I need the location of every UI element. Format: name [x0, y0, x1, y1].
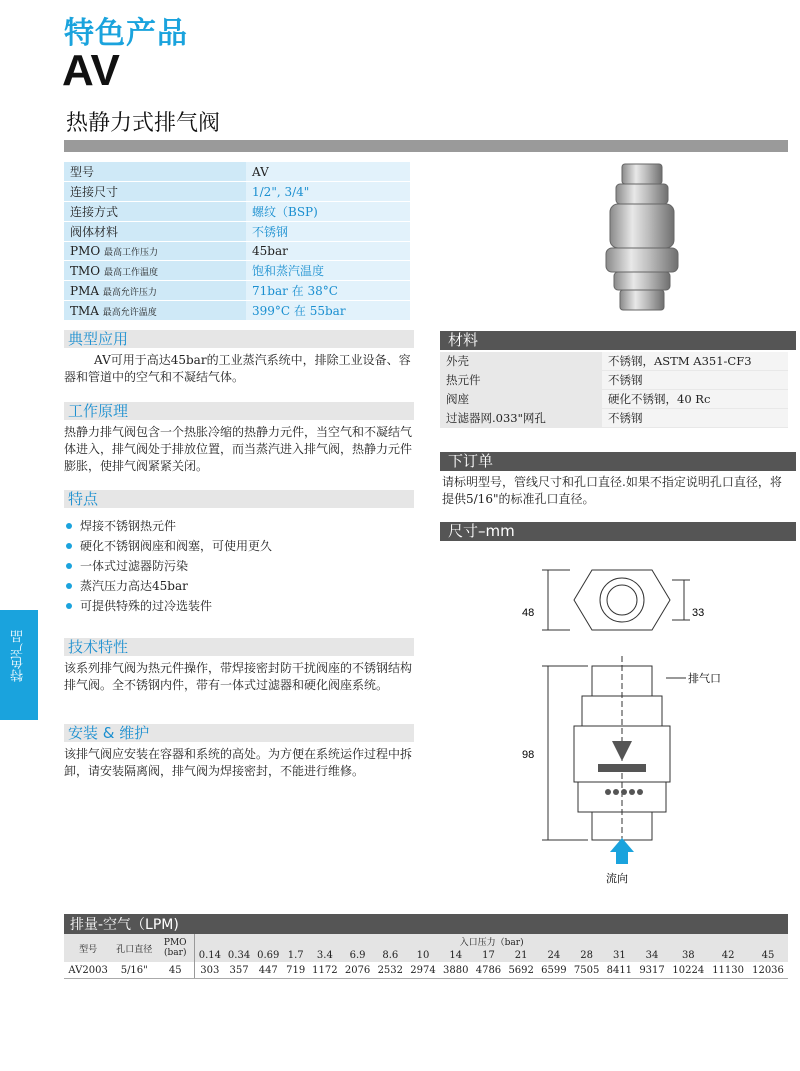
material-part: 过滤器网.033"网孔 — [440, 409, 602, 428]
spec-key-text: TMA — [70, 303, 99, 318]
flow-value: 2076 — [341, 962, 374, 979]
flow-direction-arrow — [610, 838, 634, 864]
install-heading: 安装 & 维护 — [64, 724, 414, 742]
header-divider — [64, 140, 788, 152]
spec-table — [64, 162, 410, 321]
pressure-header: 1.7 — [283, 948, 309, 962]
flow-value: 447 — [254, 962, 283, 979]
spec-row — [64, 261, 410, 281]
dim-48: 48 — [522, 607, 535, 619]
col-orifice: 孔口直径 — [112, 934, 156, 962]
flow-value: 8411 — [603, 962, 636, 979]
feature-item: 蒸汽压力高达45bar — [62, 576, 402, 596]
feature-item: 一体式过滤器防污染 — [62, 556, 402, 576]
product-subtitle: 热静力式排气阀 — [66, 111, 221, 136]
spec-row — [64, 182, 410, 202]
side-category-tab[interactable] — [0, 610, 38, 720]
pressure-header: 0.69 — [254, 948, 283, 962]
features-heading: 特点 — [64, 490, 414, 508]
flow-value: 2974 — [407, 962, 440, 979]
spec-value: 399°C 在 55bar — [246, 301, 410, 321]
spec-key-text: 阀体材料 — [70, 225, 119, 239]
spec-key-text: 连接尺寸 — [70, 185, 119, 199]
spec-key-text: 型号 — [70, 165, 95, 179]
spec-value: 45bar — [246, 242, 410, 261]
spec-key-text: TMO — [70, 263, 101, 278]
material-row — [440, 352, 788, 371]
material-value: 不锈钢，ASTM A351-CF3 — [602, 352, 788, 371]
flow-value: 2532 — [374, 962, 407, 979]
flow-pmo: 45 — [156, 962, 195, 979]
principle-heading: 工作原理 — [64, 402, 414, 420]
spec-row — [64, 301, 410, 321]
spec-value: 1/2", 3/4" — [246, 182, 410, 202]
pressure-header: 24 — [538, 948, 571, 962]
pressure-header: 0.14 — [195, 948, 225, 962]
spec-value: 71bar 在 38°C — [246, 281, 410, 301]
spec-value: AV — [246, 162, 410, 182]
spec-row — [64, 281, 410, 301]
application-heading: 典型应用 — [64, 330, 414, 348]
material-row — [440, 390, 788, 409]
feature-item: 硬化不锈钢阀座和阀塞，可使用更久 — [62, 536, 402, 556]
material-part: 热元件 — [440, 371, 602, 390]
flow-value: 719 — [283, 962, 309, 979]
spec-row — [64, 242, 410, 261]
pressure-header: 14 — [439, 948, 472, 962]
order-text: 请标明型号，管线尺寸和孔口直径.如果不指定说明孔口直径，将提供5/16"的标准孔口直径。 — [442, 475, 782, 506]
vent-label: 排气口 — [688, 672, 721, 685]
spec-key — [64, 261, 246, 281]
pressure-header: 42 — [708, 948, 748, 962]
pressure-header: 0.34 — [224, 948, 253, 962]
pressure-header: 21 — [505, 948, 538, 962]
application-text: AV可用于高达45bar的工业蒸汽系统中，排除工业设备、容器和管道中的空气和不凝结气体。 — [64, 353, 411, 384]
flow-value: 12036 — [748, 962, 788, 979]
pressure-header: 10 — [407, 948, 440, 962]
pressure-header: 17 — [472, 948, 505, 962]
category-title: 特色产品 — [64, 16, 188, 51]
spec-key-desc: 最高工作压力 — [104, 248, 159, 258]
flow-model: AV2003 — [64, 962, 112, 979]
spec-key-text: PMA — [70, 283, 100, 298]
dimension-drawing — [520, 556, 730, 896]
spec-key — [64, 301, 246, 321]
col-pmo: PMO (bar) — [156, 934, 195, 962]
flow-value: 9317 — [636, 962, 669, 979]
material-row — [440, 371, 788, 390]
principle-text: 热静力排气阀包含一个热胀冷缩的热静力元件，当空气和不凝结气体进入，排气阀处于排放位置，而当蒸汽进入排气阀，热静力元件膨胀，使排气阀紧紧关闭。 — [64, 425, 413, 473]
spec-value: 螺纹（BSP) — [246, 202, 410, 222]
flow-value: 3880 — [439, 962, 472, 979]
flow-value: 6599 — [538, 962, 571, 979]
spec-key — [64, 182, 246, 202]
spec-row — [64, 202, 410, 222]
pressure-header: 6.9 — [341, 948, 374, 962]
spec-key — [64, 222, 246, 242]
col-model: 型号 — [64, 934, 112, 962]
spec-key-text: PMO — [70, 244, 101, 258]
spec-key — [64, 281, 246, 301]
materials-table — [440, 352, 788, 428]
flow-table-title: 排量-空气（LPM) — [64, 914, 788, 934]
spec-key — [64, 242, 246, 261]
material-part: 阀座 — [440, 390, 602, 409]
pressure-header: 34 — [636, 948, 669, 962]
spec-value: 不锈钢 — [246, 222, 410, 242]
pressure-header: 28 — [570, 948, 603, 962]
order-heading: 下订单 — [440, 452, 796, 471]
material-value: 不锈钢 — [602, 409, 788, 428]
material-row — [440, 409, 788, 428]
flow-value: 5692 — [505, 962, 538, 979]
spec-row — [64, 162, 410, 182]
flow-label: 流向 — [606, 872, 628, 885]
dim-33: 33 — [692, 607, 705, 619]
spec-row — [64, 222, 410, 242]
spec-key — [64, 202, 246, 222]
spec-value: 饱和蒸汽温度 — [246, 261, 410, 281]
side-tab-label: 特色产品 — [11, 630, 26, 682]
spec-key-desc: 最高允许压力 — [102, 287, 157, 298]
feature-item: 可提供特殊的过冷选装件 — [62, 596, 402, 616]
material-value: 硬化不锈钢，40 Rc — [602, 390, 788, 409]
tech-heading: 技术特性 — [64, 638, 414, 656]
flow-value: 357 — [224, 962, 253, 979]
product-photo — [588, 158, 696, 318]
flow-value: 11130 — [708, 962, 748, 979]
pressure-header: 45 — [748, 948, 788, 962]
pressure-header: 8.6 — [374, 948, 407, 962]
spec-key-desc: 最高允许温度 — [102, 307, 157, 318]
install-text: 该排气阀应安装在容器和系统的高处。为方便在系统运作过程中拆卸，请安装隔离阀，排气阀为焊接密封，不能进行维修。 — [64, 747, 413, 778]
dim-98: 98 — [522, 749, 535, 761]
pressure-header: 31 — [603, 948, 636, 962]
features-list — [62, 516, 402, 616]
spec-key — [64, 162, 246, 182]
feature-item: 焊接不锈钢热元件 — [62, 516, 402, 536]
dimensions-heading: 尺寸–mm — [440, 522, 796, 541]
pressure-header: 38 — [668, 948, 708, 962]
flow-orifice: 5/16" — [112, 962, 156, 979]
flow-value: 303 — [195, 962, 225, 979]
flow-value: 10224 — [668, 962, 708, 979]
spec-key-text: 连接方式 — [70, 205, 119, 219]
flow-value: 4786 — [472, 962, 505, 979]
materials-heading: 材料 — [440, 331, 796, 350]
flow-capacity-table — [64, 914, 788, 979]
pressure-header: 3.4 — [309, 948, 342, 962]
product-model: AV — [62, 46, 120, 95]
spec-key-desc: 最高工作温度 — [103, 267, 158, 278]
pressure-label: 入口压力（bar) — [195, 934, 788, 948]
flow-value: 1172 — [309, 962, 342, 979]
material-part: 外壳 — [440, 352, 602, 371]
flow-value: 7505 — [570, 962, 603, 979]
tech-text: 该系列排气阀为热元件操作，带焊接密封防干扰阀座的不锈钢结构排气阀。全不锈钢内件，带有一体式过滤器和硬化阀座系统。 — [64, 661, 413, 692]
material-value: 不锈钢 — [602, 371, 788, 390]
